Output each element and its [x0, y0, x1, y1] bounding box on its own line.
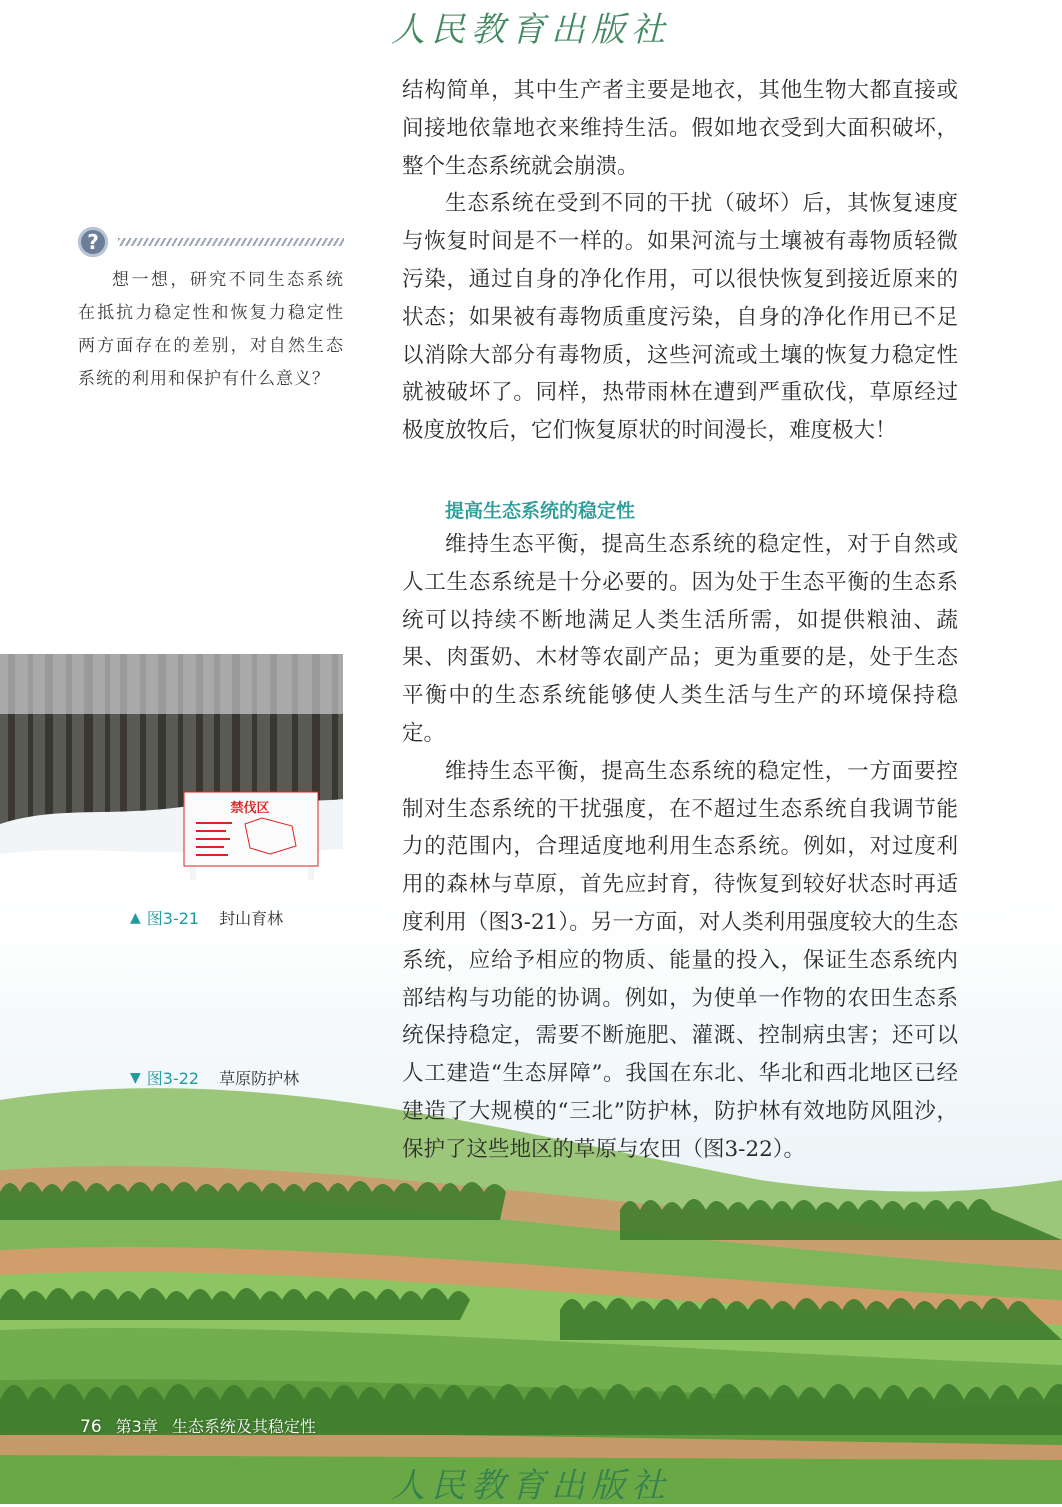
publisher-watermark-top: 人民教育出版社 [391, 10, 671, 50]
paragraph-3: 维持生态平衡，提高生态系统的稳定性，对于自然或人工生态系统是十分必要的。因为处于生态平衡的生态系统可以持续不断地满足人类生活所需，如提供粮油、蔬果、肉蛋奶、木材等农副产品；更为重要的是，处于生态平衡中的生态系统能够使人类生活与生产的环境保持稳定。 [402, 531, 958, 746]
chapter-label: 第3章 [115, 1417, 158, 1436]
page-number: 76 [80, 1417, 102, 1437]
think-box [78, 226, 344, 396]
think-box-text: 想一想，研究不同生态系统在抵抗力稳定性和恢复力稳定性两方面存在的差别，对自然生态系统的利用和保护有什么意义？ [78, 270, 344, 389]
paragraph-2: 生态系统在受到不同的干扰（破坏）后，其恢复速度与恢复时间是不一样的。如果河流与土壤被有毒物质轻微污染，通过自身的净化作用，可以很快恢复到接近原来的状态；如果被有毒物质重度污染，自身的净化作用已不足以消除大部分有毒物质，这些河流或土壤的恢复力稳定性就被破坏了。同样，热带雨林在遭到严重砍伐，草原经过极度放牧后，它们恢复原状的时间漫长，难度极大！ [402, 191, 958, 444]
sign-title: 禁伐区 [230, 801, 270, 816]
figure-3-22-caption [130, 1066, 299, 1089]
publisher-watermark-bottom: 人民教育出版社 [391, 1466, 671, 1506]
figure-number: 图3-21 [146, 909, 200, 928]
chapter-title: 生态系统及其稳定性 [171, 1417, 316, 1436]
page-footer [80, 1414, 316, 1437]
figure-3-21-image [0, 654, 343, 895]
question-icon: ? [78, 227, 108, 257]
triangle-down-icon: ▼ [130, 1069, 141, 1086]
main-text-column [402, 72, 958, 1169]
section-heading: 提高生态系统的稳定性 [445, 499, 636, 522]
figure-caption-text: 封山育林 [219, 909, 284, 928]
triangle-up-icon: ▲ [130, 909, 141, 926]
figure-caption-text: 草原防护林 [219, 1069, 300, 1088]
paragraph-4: 维持生态平衡，提高生态系统的稳定性，一方面要控制对生态系统的干扰强度，在不超过生态系统自我调节能力的范围内，合理适度地利用生态系统。例如，对过度利用的森林与草原，首先应封育，待恢复到较好状态时再适度利用（图3-21）。另一方面，对人类利用强度较大的生态系统，应给予相应的物质、能量的投入，保证生态系统内部结构与功能的协调。例如，为使单一作物的农田生态系统保持稳定，需要不断施肥、灌溉、控制病虫害；还可以人工建造“生态屏障”。我国在东北、华北和西北地区已经建造了大规模的“三北”防护林，防护林有效地防风阻沙，保护了这些地区的草原与农田（图3-22）。 [402, 758, 958, 1162]
paragraph-1: 结构简单，其中生产者主要是地衣，其他生物大都直接或间接地依靠地衣来维持生活。假如地衣受到大面积破坏，整个生态系统就会崩溃。 [402, 78, 958, 179]
figure-3-21-caption [130, 906, 283, 929]
figure-number: 图3-22 [146, 1069, 200, 1088]
think-box-header [78, 226, 344, 258]
think-box-rule [118, 238, 344, 246]
